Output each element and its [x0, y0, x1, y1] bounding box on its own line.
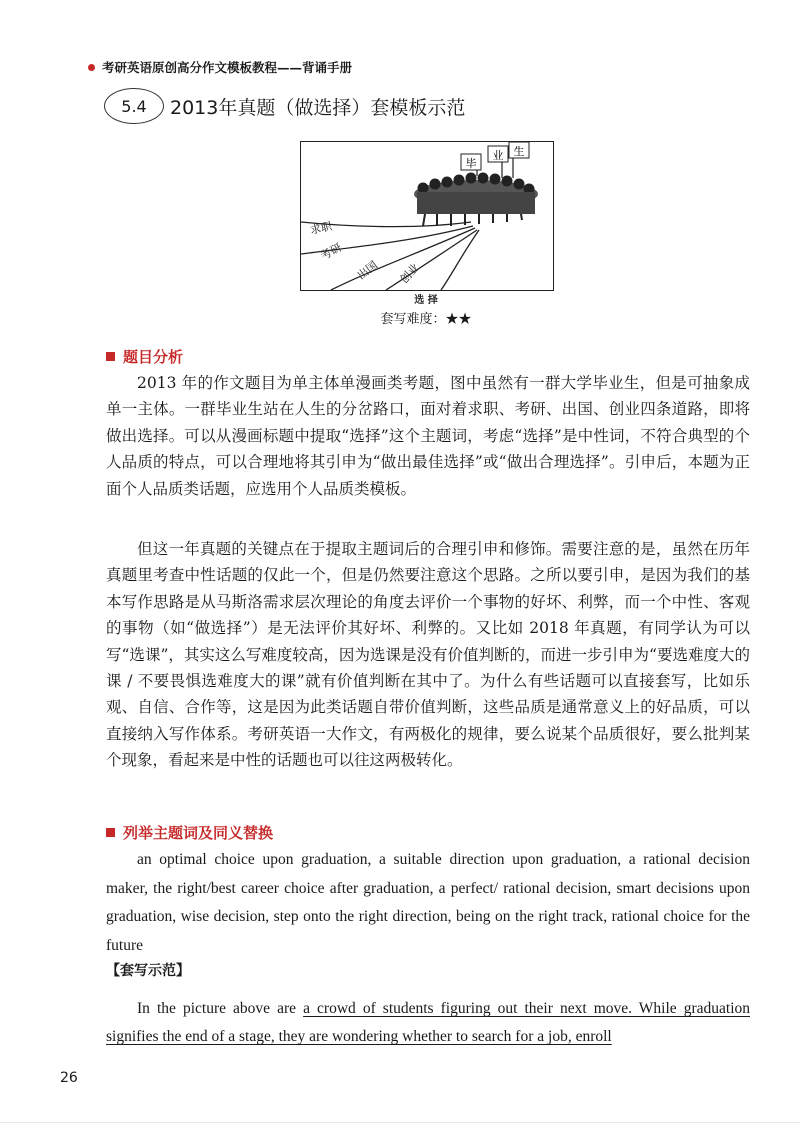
square-bullet-icon [106, 828, 115, 837]
analysis-paragraph-1: 2013 年的作文题目为单主体单漫画类考题，图中虽然有一群大学毕业生，但是可抽象成单一主体。一群毕业生站在人生的分岔路口，面对着求职、考研、出国、创业四条道路，即将做出选择。可以从漫画标题中提取“选择”这个主题词，考虑“选择”是中性词，不符合典型的个人品质的特点，可以合理地将其引申为“做出最佳选择”或“做出合理选择”。引申后，本题为正面个人品质类话题，应选用个人品质类模板。 [106, 374, 750, 498]
sign-char-2: 业 [492, 149, 504, 162]
cartoon-figure [300, 141, 554, 291]
section-title-text: 2013年真题（做选择）套模板示范 [170, 97, 466, 119]
cartoon-drawing [301, 142, 553, 290]
section-number-badge: 5.4 [104, 88, 164, 124]
road-label-job: 求职 [308, 219, 334, 237]
running-header [88, 58, 352, 76]
road-label-startup: 创业 [397, 260, 422, 287]
road-label-postgrad: 考研 [318, 240, 344, 263]
square-bullet-icon [106, 352, 115, 361]
sample-underlined-text: a crowd of students figuring out their next move. While graduation signifies the end of a stage, they are wondering whether to search for a job, enroll [106, 1000, 750, 1045]
difficulty-rating: 套写难度：★★ [380, 312, 472, 327]
page-number: 26 [60, 1070, 78, 1086]
analysis-heading-text: 题目分析 [123, 348, 184, 366]
sample-intro-text: In the picture above are [137, 1000, 304, 1017]
synonyms-paragraph: an optimal choice upon graduation, a suitable direction upon graduation, a rational decision maker, the right/best career choice after graduation, a perfect/ rational decision, smart decisions upon graduation, wise decision, step onto the right direction, being on the right track, rational choice for the future [106, 851, 750, 954]
sign-char-1: 毕 [465, 157, 477, 170]
synonyms-heading-text: 列举主题词及同义替换 [123, 824, 274, 842]
bottom-divider [0, 1122, 800, 1123]
bullet-dot-icon [88, 64, 95, 71]
sample-paragraph [106, 995, 750, 1051]
sign-char-3: 生 [513, 145, 525, 158]
section-title [104, 88, 524, 122]
running-header-text: 考研英语原创高分作文模板教程——背诵手册 [102, 60, 353, 75]
graduate-sign [461, 142, 529, 170]
analysis-heading [106, 346, 183, 367]
road-label-abroad: 出国 [354, 258, 381, 283]
road-labels [309, 218, 422, 286]
analysis-paragraph-2: 但这一年真题的关键点在于提取主题词后的合理引申和修饰。需要注意的是，虽然在历年真题里考查中性话题的仅此一个，但是仍然要注意这个思路。之所以要引申，是因为我们的基本写作思路是从马斯洛需求层次理论的角度去评价一个事物的好坏、利弊，而一个中性、客观的事物（如“做选择”）是无法评价其好坏、利弊的。又比如 2018 年真题，有同学认为可以写“选课”，其实这么写难度较高，因为选课是没有价值判断的，而进一步引申为“要选难度大的课 / 不要畏惧选难度大的课”就有价值判断在其中了。为什么有些话题可以直接套写，比如乐观、自信、合作等，这是因为此类话题自带价值判断，这些品质是通常意义上的好品质，可以直接纳入写作体系。考研英语一大作文，有两极化的规律，要么说某个品质很好，要么批判某个现象，看起来是中性的话题也可以往这两极转化。 [106, 540, 750, 770]
sample-heading: 【套写示范】 [106, 963, 190, 979]
synonyms-heading [106, 822, 273, 843]
figure-caption: 选 择 [414, 295, 438, 306]
